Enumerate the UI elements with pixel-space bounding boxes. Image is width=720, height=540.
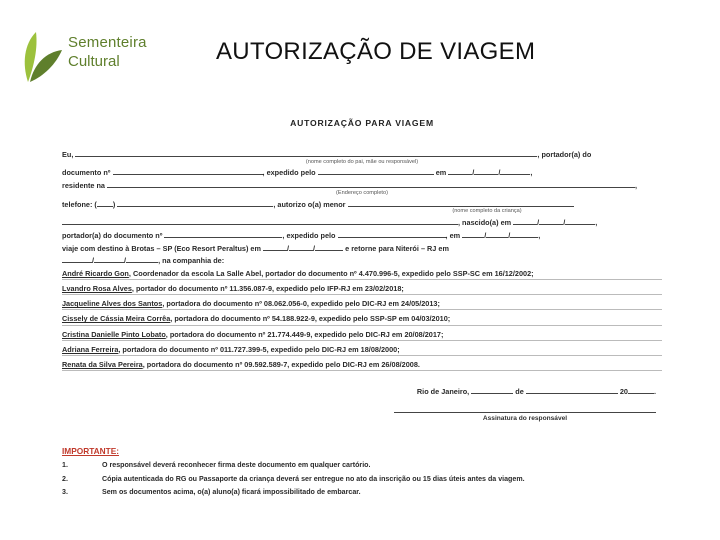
parent-name-field[interactable] [75, 148, 537, 157]
companion-entry [62, 360, 662, 371]
signature-line[interactable] [394, 412, 656, 413]
return-day[interactable] [62, 254, 92, 263]
child-name-field-cont[interactable] [62, 216, 458, 225]
leaf-icon [20, 24, 64, 84]
important-item-number: 3. [62, 488, 68, 497]
phone-area-field[interactable] [97, 198, 113, 207]
companion-details: , portadora do documento nº 54.188.922-9, expedido pelo SSP-SP em 04/03/2010; [170, 314, 451, 324]
parent-document-field[interactable] [113, 166, 263, 175]
date-day-field[interactable] [471, 385, 513, 394]
address-hint: (Endereço completo) [336, 190, 388, 197]
return-year[interactable] [126, 254, 158, 263]
companion-details: , portador do documento nº 11.356.087-9, expedido pelo IFP-RJ em 23/02/2018; [131, 284, 404, 294]
departure-day[interactable] [263, 242, 287, 251]
companion-details: , portadora do documento nº 08.062.056-0, expedido pelo DIC-RJ em 24/05/2013; [162, 299, 440, 309]
important-item-number: 1. [62, 460, 68, 469]
companion-name: Jacqueline Alves dos Santos [62, 299, 163, 309]
parent-name-hint: (nome completo do pai, mãe ou responsável) [305, 158, 419, 165]
child-doc-day[interactable] [462, 229, 484, 238]
signature-label: Assinatura do responsável [482, 414, 568, 422]
form-paragraph: Eu, , portador(a) do (nome completo do pai, mãe ou responsável) documento nº , expedido pelo em / / , residente na , (Endereço completo) telefone: ( ) , autorizo o(a) menor (nome completo da criança) , nascido(a) em / / , portador(a) do documento nº , expedido pelo , em / / , viaje com destino à Brotas – SP (Eco Resort Peraltus) em / / e retorne para Niterói – RJ em / / , na companhia de: [62, 148, 662, 267]
companion-entry [62, 345, 662, 356]
important-item [62, 475, 662, 484]
child-name-field[interactable] [348, 198, 574, 207]
companion-name: Cristina Danielle Pinto Lobato [62, 329, 166, 339]
companion-details: , portadora do documento nº 21.774.449-9, expedido pelo DIC-RJ em 20/08/2017; [165, 329, 444, 339]
companion-details: , portadora do documento nº 09.592.589-7, expedido pelo DIC-RJ em 26/08/2008. [142, 359, 420, 369]
companion-entry [62, 299, 662, 310]
birth-day[interactable] [513, 216, 537, 225]
address-field[interactable] [107, 179, 635, 188]
companion-name: Cissely de Cássia Meira Corrêa [62, 314, 171, 324]
birth-month[interactable] [539, 216, 563, 225]
child-name-hint: (nome completo da criança) [452, 208, 522, 215]
companion-details: , portadora do documento nº 011.727.399-5, expedido pelo DIC-RJ em 18/08/2000; [118, 344, 400, 354]
important-item [62, 488, 662, 497]
logo-line-1: Sementeira [68, 34, 147, 51]
return-month[interactable] [94, 254, 124, 263]
companion-entry [62, 330, 662, 341]
companion-entry [62, 269, 662, 280]
slide-title: AUTORIZAÇÃO DE VIAGEM [216, 38, 536, 65]
companion-name: Renata da Silva Pereira [62, 359, 143, 369]
child-doc-year[interactable] [510, 229, 538, 238]
place-date-line: Rio de Janeiro, de 20 . [416, 386, 656, 396]
important-item-text: Sem os documentos acima, o(a) aluno(a) ficará impossibilitado de embarcar. [102, 488, 361, 497]
important-list [62, 461, 662, 498]
companion-name: André Ricardo Gon [62, 269, 129, 279]
sementeira-logo [20, 22, 170, 88]
important-item-number: 2. [62, 474, 68, 483]
child-document-field[interactable] [164, 229, 282, 238]
date-year-field[interactable] [628, 385, 654, 394]
logo-line-2: Cultural [68, 53, 120, 70]
document-title: AUTORIZAÇÃO PARA VIAGEM [290, 118, 434, 128]
child-doc-month[interactable] [486, 229, 508, 238]
important-item-text: Cópia autenticada do RG ou Passaporte da criança deverá ser entregue no ato da inscrição ou 15 dias úteis antes da viagem. [102, 474, 525, 483]
departure-month[interactable] [289, 242, 313, 251]
authorization-document [62, 118, 662, 496]
birth-year[interactable] [565, 216, 595, 225]
parent-doc-year[interactable] [500, 166, 530, 175]
parent-issuer-field[interactable] [318, 166, 434, 175]
companion-entry [62, 314, 662, 325]
parent-doc-day[interactable] [448, 166, 472, 175]
date-month-field[interactable] [526, 385, 618, 394]
important-item [62, 461, 662, 470]
companions-list [62, 269, 662, 370]
parent-doc-month[interactable] [474, 166, 498, 175]
companion-name: Adriana Ferreira [62, 344, 119, 354]
companion-name: Lvandro Rosa Alves [62, 284, 132, 294]
companion-details: , Coordenador da escola La Salle Abel, portador do documento nº 4.470.996-5, expedido pelo SSP-SC em 16/12/2002; [128, 269, 534, 279]
phone-field[interactable] [117, 198, 273, 207]
important-item-text: O responsável deverá reconhecer firma deste documento em qualquer cartório. [102, 460, 371, 469]
departure-year[interactable] [315, 242, 343, 251]
important-title: IMPORTANTE: [62, 445, 119, 456]
companion-entry [62, 284, 662, 295]
child-issuer-field[interactable] [338, 229, 446, 238]
